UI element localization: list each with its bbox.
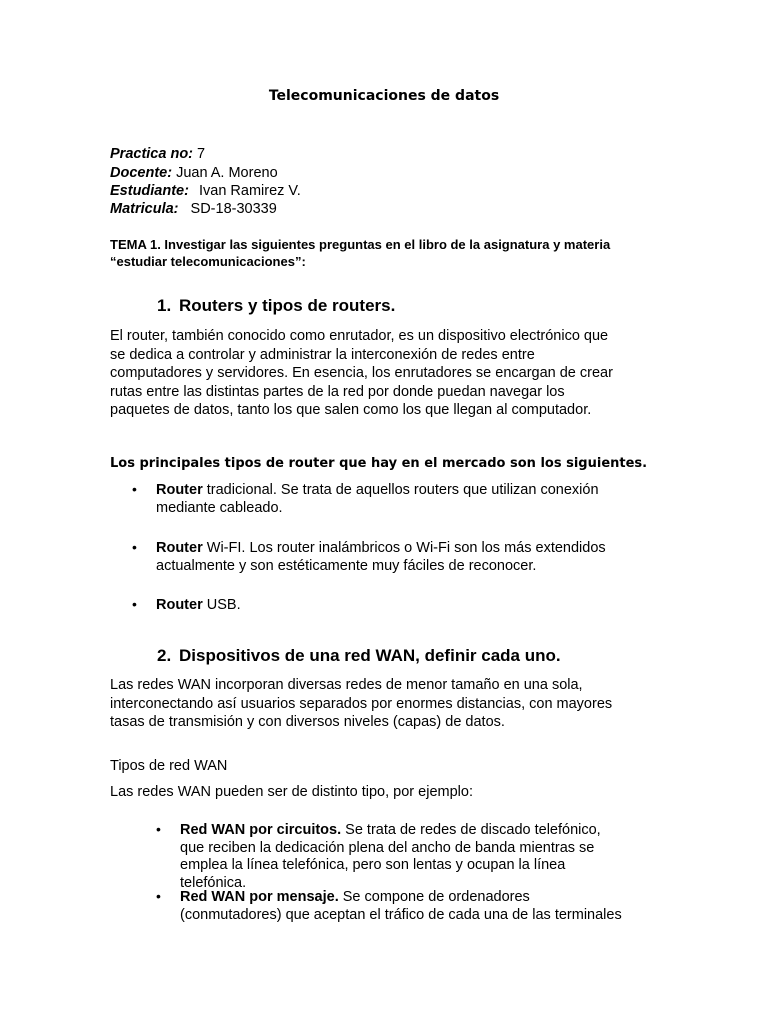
meta-matricula bbox=[110, 200, 277, 218]
meta-docente bbox=[110, 164, 278, 182]
list-item bbox=[132, 539, 606, 575]
section-heading-2 bbox=[157, 646, 561, 666]
router-types-subheading: Los principales tipos de router que hay en el mercado son los siguientes. bbox=[110, 456, 648, 471]
paragraph-line: se dedica a controlar y administrar la interconexión de redes entre bbox=[110, 346, 535, 363]
list-item bbox=[156, 821, 601, 892]
bullet-bold: Router bbox=[156, 540, 203, 556]
bullet-bold: Red WAN por circuitos. bbox=[180, 822, 342, 838]
section-heading-1 bbox=[157, 296, 395, 316]
tema-line: “estudiar telecomunicaciones”: bbox=[110, 254, 306, 269]
bullet-text: mediante cableado. bbox=[156, 499, 283, 516]
section-number: 2. bbox=[157, 646, 172, 665]
docente-label: Docente: bbox=[110, 165, 173, 181]
bullet-text: tradicional. Se trata de aquellos routers que utilizan conexión bbox=[202, 482, 599, 498]
bullet-icon: • bbox=[132, 481, 137, 497]
bullet-bold: Router bbox=[156, 597, 203, 613]
matricula-value: SD-18-30339 bbox=[190, 201, 277, 217]
paragraph-line: computadores y servidores. En esencia, los enrutadores se encargan de crear bbox=[110, 365, 613, 381]
bullet-icon: • bbox=[132, 596, 137, 612]
meta-estudiante bbox=[110, 182, 301, 200]
bullet-icon: • bbox=[156, 888, 161, 904]
tema-line: TEMA 1. Investigar las siguientes preguntas en el libro de la asignatura y materia bbox=[110, 237, 611, 252]
bullet-text: telefónica. bbox=[180, 874, 247, 891]
section2-paragraph bbox=[110, 676, 658, 732]
paragraph-line: Las redes WAN incorporan diversas redes de menor tamaño en una sola, bbox=[110, 677, 583, 693]
paragraph-line: tasas de transmisión y con diversos niveles (capas) de datos. bbox=[110, 714, 505, 730]
meta-practica bbox=[110, 145, 205, 163]
bullet-text: que reciben la dedicación plena del ancho de banda mientras se bbox=[180, 839, 595, 856]
document-title: Telecomunicaciones de datos bbox=[268, 88, 500, 104]
estudiante-label: Estudiante: bbox=[110, 183, 189, 199]
list-item bbox=[156, 888, 622, 924]
bullet-text: Se trata de redes de discado telefónico, bbox=[341, 822, 601, 838]
practica-value: 7 bbox=[197, 146, 206, 162]
bullet-icon: • bbox=[132, 539, 137, 555]
section-heading-text: Routers y tipos de routers. bbox=[179, 296, 396, 315]
section1-paragraph bbox=[110, 327, 658, 420]
bullet-bold: Red WAN por mensaje. bbox=[180, 889, 339, 905]
estudiante-value: Ivan Ramirez V. bbox=[198, 183, 301, 199]
section-number: 1. bbox=[157, 296, 172, 315]
tipos-heading: Tipos de red WAN bbox=[110, 758, 228, 774]
bullet-bold: Router bbox=[156, 482, 203, 498]
tema-instruction bbox=[110, 236, 670, 270]
bullet-text: USB. bbox=[202, 597, 241, 613]
practica-label: Practica no: bbox=[110, 146, 193, 162]
bullet-text: (conmutadores) que aceptan el tráfico de cada una de las terminales bbox=[180, 906, 622, 923]
paragraph-line: paquetes de datos, tanto los que salen como los que llegan al computador. bbox=[110, 402, 592, 418]
docente-value: Juan A. Moreno bbox=[176, 165, 278, 181]
matricula-label: Matricula: bbox=[110, 201, 179, 217]
list-item bbox=[132, 596, 241, 615]
paragraph-line: El router, también conocido como enrutador, es un dispositivo electrónico que bbox=[110, 328, 609, 344]
bullet-text: emplea la línea telefónica, pero son lentas y ocupan la línea bbox=[180, 857, 566, 873]
list-item bbox=[132, 481, 599, 517]
bullet-text: Wi-FI. Los router inalámbricos o Wi-Fi son los más extendidos bbox=[202, 540, 606, 556]
section-heading-text: Dispositivos de una red WAN, definir cada uno. bbox=[179, 646, 561, 665]
paragraph-line: rutas entre las distintas partes de la red por donde puedan navegar los bbox=[110, 383, 565, 400]
paragraph-line: interconectando así usuarios separados por enormes distancias, con mayores bbox=[110, 695, 613, 712]
bullet-text: actualmente y son estéticamente muy fáciles de reconocer. bbox=[156, 557, 537, 574]
tipos-intro: Las redes WAN pueden ser de distinto tipo, por ejemplo: bbox=[110, 784, 473, 800]
bullet-text: Se compone de ordenadores bbox=[338, 889, 530, 905]
bullet-icon: • bbox=[156, 821, 161, 837]
